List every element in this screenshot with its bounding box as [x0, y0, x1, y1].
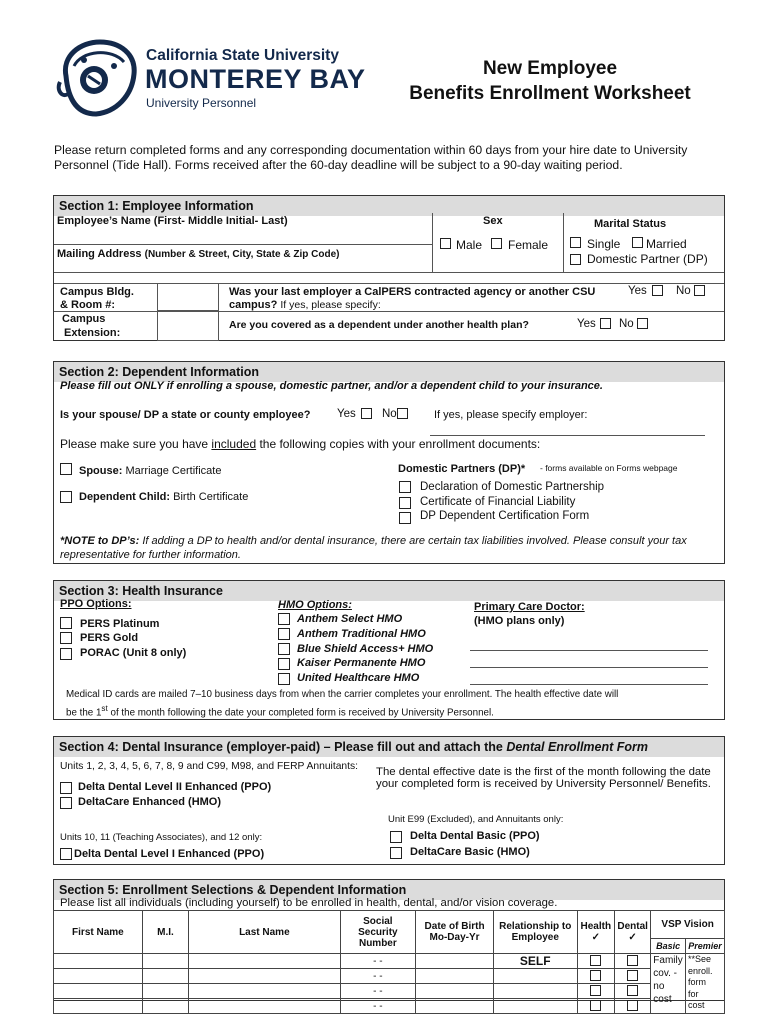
- marital-single-label: Single: [587, 237, 621, 251]
- spouse-doc-label: [79, 465, 221, 477]
- calpers-yes-checkbox[interactable]: [652, 285, 663, 296]
- ppo-option-1-checkbox[interactable]: [60, 617, 72, 629]
- section2-subtitle: Please fill out ONLY if enrolling a spouse, domestic partner, and/or a dependent child to your insurance.: [60, 380, 603, 392]
- col-dob: [416, 911, 494, 954]
- hmo-option-3-checkbox[interactable]: [278, 643, 290, 655]
- sex-label: Sex: [483, 215, 503, 227]
- campus-ext-label-2: Extension:: [64, 327, 121, 339]
- dental-checkbox[interactable]: [627, 970, 638, 981]
- marital-dp-label: Domestic Partner (DP): [587, 252, 708, 266]
- dependent-yes-label: Yes: [577, 318, 596, 330]
- cell-health[interactable]: [577, 969, 614, 984]
- dp-doc3-checkbox[interactable]: [399, 512, 411, 524]
- dp-note-text: If adding a DP to health and/or dental insurance, there are certain tax liabilities involved. Please consult your tax: [139, 535, 687, 547]
- cell-ssn[interactable]: - -: [340, 999, 416, 1014]
- cell-health[interactable]: [577, 984, 614, 999]
- pcp-input-3[interactable]: [470, 684, 708, 685]
- marital-married-label: Married: [646, 237, 687, 251]
- dp-note-bold: *NOTE to DP’s:: [60, 535, 140, 547]
- cell-mi[interactable]: [142, 969, 188, 984]
- health-footer-2b: of the month following the date your completed form is received by University Personnel.: [107, 707, 494, 719]
- col-dental-label: Dental: [617, 921, 648, 932]
- dp-doc1-checkbox[interactable]: [399, 481, 411, 493]
- calpers-question-1: Was your last employer a CalPERS contracted agency or another CSU: [229, 286, 596, 298]
- dental-basic-checkbox[interactable]: [390, 831, 402, 843]
- family-1: Family: [653, 955, 683, 966]
- cell-health[interactable]: [577, 999, 614, 1014]
- cell-health[interactable]: [577, 954, 614, 969]
- spouse-doc-bold: Spouse:: [79, 465, 123, 477]
- calpers-no-label: No: [676, 285, 691, 297]
- intro-line-1: Please return completed forms and any corresponding documentation within 60 days from your hire date to University: [54, 143, 688, 157]
- hmo-option-4-label: Kaiser Permanente HMO: [297, 657, 426, 669]
- col-ssn-1: Social Security: [358, 915, 398, 938]
- cell-vsp-basic-family: [651, 954, 686, 1014]
- copies-pre: Please make sure you have: [60, 437, 212, 451]
- dental-units-e99-label: Unit E99 (Excluded), and Annuitants only:: [388, 814, 564, 825]
- cell-mi[interactable]: [142, 999, 188, 1014]
- cell-dob[interactable]: [416, 969, 494, 984]
- dental-opt1-label: Delta Dental Level II Enhanced (PPO): [78, 781, 272, 793]
- dental-opt2-checkbox[interactable]: [60, 797, 72, 809]
- table-row: [54, 984, 725, 999]
- mailing-address-label-text: Mailing Address: [57, 248, 142, 260]
- table-row: [54, 954, 725, 969]
- sex-male-label: Male: [456, 238, 483, 252]
- sex-female-label: Female: [508, 238, 549, 252]
- cell-dental[interactable]: [614, 969, 650, 984]
- dental-basic-label: Delta Dental Basic (PPO): [410, 830, 540, 842]
- calpers-no-checkbox[interactable]: [694, 285, 705, 296]
- cell-ssn[interactable]: - -: [340, 984, 416, 999]
- dp-doc2-label: Certificate of Financial Liability: [420, 496, 576, 508]
- health-footer-line-2: [66, 704, 494, 718]
- col-last-name: Last Name: [189, 911, 340, 954]
- dependent-yes-checkbox[interactable]: [600, 318, 611, 329]
- campus-bldg-label-2: & Room #:: [60, 299, 115, 311]
- health-footer-2a: be the 1: [66, 707, 102, 719]
- dependent-no-checkbox[interactable]: [637, 318, 648, 329]
- campus-ext-label-1: Campus: [62, 313, 106, 325]
- calpers-yes-label: Yes: [628, 285, 647, 297]
- copies-instruction: [60, 437, 540, 451]
- cell-mi[interactable]: [142, 984, 188, 999]
- section3-title: Section 3: Health Insurance: [54, 581, 724, 601]
- calpers-question-campus: campus?: [229, 299, 278, 311]
- child-doc-label: [79, 491, 248, 503]
- health-checkbox[interactable]: [590, 955, 601, 966]
- section2-title: Section 2: Dependent Information: [54, 362, 724, 382]
- col-ssn: [340, 911, 416, 954]
- section5-title: Section 5: Enrollment Selections & Dependent Information: [54, 880, 724, 900]
- cell-last[interactable]: [189, 954, 340, 969]
- col-dental: [614, 911, 650, 954]
- campus-bldg-label-1: Campus Bldg.: [60, 286, 134, 298]
- ppo-option-3-label: PORAC (Unit 8 only): [80, 647, 187, 659]
- premier-5: cost: [688, 1000, 705, 1010]
- cell-first[interactable]: [54, 954, 143, 969]
- spouse-yes-checkbox[interactable]: [361, 408, 372, 419]
- premier-1: **See: [688, 954, 712, 964]
- health-footer-sup: st: [101, 704, 108, 713]
- logo-line-1: California State University: [146, 47, 339, 64]
- cell-first[interactable]: [54, 969, 143, 984]
- dental-level1-label: Delta Dental Level I Enhanced (PPO): [74, 848, 265, 860]
- dental-opt2-label: DeltaCare Enhanced (HMO): [78, 796, 222, 808]
- dental-opt1-checkbox[interactable]: [60, 782, 72, 794]
- cell-last[interactable]: [189, 984, 340, 999]
- spouse-employer-input[interactable]: [430, 435, 705, 436]
- cell-relationship-self: SELF: [493, 954, 577, 969]
- hmo-options-label: HMO Options:: [278, 599, 352, 611]
- spouse-doc-text: Marriage Certificate: [122, 465, 222, 477]
- section5-subtitle: Please list all individuals (including yourself) to be enrolled in health, dental, and/or vision coverage.: [60, 897, 558, 909]
- ppo-option-3-checkbox[interactable]: [60, 648, 72, 660]
- dental-checkbox[interactable]: [627, 985, 638, 996]
- child-doc-checkbox[interactable]: [60, 491, 72, 503]
- cell-first[interactable]: [54, 999, 143, 1014]
- copies-underlined: included: [211, 437, 257, 451]
- col-dental-check: ✓: [628, 932, 637, 943]
- cell-dental[interactable]: [614, 984, 650, 999]
- cell-relationship[interactable]: [493, 984, 577, 999]
- campus-extension-input[interactable]: [157, 311, 219, 341]
- cell-vsp-premier-note: [686, 954, 725, 1014]
- health-checkbox[interactable]: [590, 1000, 601, 1011]
- enrollment-table: [53, 910, 725, 1014]
- section4-title-a: Section 4: Dental Insurance (employer-paid) – Please fill out and attach the: [59, 740, 507, 754]
- child-doc-text: Birth Certificate: [170, 491, 249, 503]
- spouse-specify-employer: If yes, please specify employer:: [434, 409, 588, 421]
- cell-dob[interactable]: [416, 954, 494, 969]
- cell-relationship[interactable]: [493, 999, 577, 1014]
- col-dob-1: Date of Birth: [424, 921, 485, 932]
- cell-last[interactable]: [189, 999, 340, 1014]
- pcp-hint: (HMO plans only): [474, 615, 565, 627]
- sex-male-checkbox[interactable]: [440, 238, 451, 249]
- dental-level1-checkbox[interactable]: [60, 848, 72, 860]
- ppo-option-1-label: PERS Platinum: [80, 618, 160, 630]
- page-title-line-2: Benefits Enrollment Worksheet: [409, 83, 691, 104]
- cell-dental[interactable]: [614, 954, 650, 969]
- ppo-option-2-label: PERS Gold: [80, 632, 139, 644]
- marital-status-label: Marital Status: [594, 218, 667, 230]
- table-row: [54, 969, 725, 984]
- mailing-address-label: [57, 248, 339, 260]
- spouse-yes-label: Yes: [337, 408, 356, 420]
- cell-last[interactable]: [189, 969, 340, 984]
- dental-care-basic-label: DeltaCare Basic (HMO): [410, 846, 530, 858]
- hmo-option-2-label: Anthem Traditional HMO: [297, 628, 426, 640]
- cell-relationship[interactable]: [493, 969, 577, 984]
- health-checkbox[interactable]: [590, 985, 601, 996]
- spouse-no-label: No: [382, 408, 397, 420]
- marital-married-checkbox[interactable]: [632, 237, 643, 248]
- ppo-option-2-checkbox[interactable]: [60, 632, 72, 644]
- cell-first[interactable]: [54, 984, 143, 999]
- family-4: cost: [653, 994, 672, 1005]
- dp-docs-note: - forms available on Forms webpage: [540, 463, 678, 473]
- spouse-doc-checkbox[interactable]: [60, 463, 72, 475]
- dental-units-10-label: Units 10, 11 (Teaching Associates), and 12 only:: [60, 832, 263, 843]
- calpers-question-2: [229, 299, 381, 311]
- dental-checkbox[interactable]: [627, 955, 638, 966]
- cell-ssn[interactable]: - -: [340, 954, 416, 969]
- hmo-option-3-label: Blue Shield Access+ HMO: [297, 643, 434, 655]
- marital-single-checkbox[interactable]: [570, 237, 581, 248]
- col-relationship: [493, 911, 577, 954]
- dental-checkbox[interactable]: [627, 1000, 638, 1011]
- hmo-option-1-label: Anthem Select HMO: [297, 613, 403, 625]
- dependent-question: Are you covered as a dependent under another health plan?: [229, 319, 529, 331]
- col-vsp: VSP Vision: [651, 911, 725, 939]
- col-first-name: First Name: [54, 911, 143, 954]
- col-vsp-basic: Basic: [651, 939, 686, 954]
- premier-4: for: [688, 988, 699, 999]
- cell-dental[interactable]: [614, 999, 650, 1014]
- logo-line-3: University Personnel: [146, 96, 257, 110]
- spouse-employee-question: Is your spouse/ DP a state or county employee?: [60, 409, 311, 421]
- col-health-label: Health: [580, 921, 612, 932]
- employee-name-label: Employee’s Name (First- Middle Initial- Last): [57, 215, 288, 227]
- col-ssn-2: Number: [358, 937, 397, 949]
- spouse-no-checkbox[interactable]: [397, 408, 408, 419]
- pcp-input-1[interactable]: [470, 650, 708, 651]
- otter-mascot-icon: [54, 36, 144, 120]
- health-footer-line-1: Medical ID cards are mailed 7–10 business days from when the carrier completes your enrollment. The health effective date will: [66, 689, 619, 700]
- ppo-options-label: PPO Options:: [60, 598, 132, 610]
- cell-dob[interactable]: [416, 999, 494, 1014]
- campus-bldg-input[interactable]: [157, 283, 219, 311]
- dp-note-line-2: representative for further information.: [60, 549, 241, 561]
- dp-doc2-checkbox[interactable]: [399, 497, 411, 509]
- premier-2: enroll.: [688, 965, 713, 976]
- hmo-option-5-label: United Healthcare HMO: [297, 672, 420, 684]
- col-vsp-premier: Premier: [686, 939, 725, 954]
- hmo-option-2-checkbox[interactable]: [278, 628, 290, 640]
- pcp-label: Primary Care Doctor:: [474, 601, 585, 613]
- table-row: [54, 999, 725, 1014]
- health-checkbox[interactable]: [590, 970, 601, 981]
- dental-effective-1: The dental effective date is the first of the month following the date: [376, 766, 711, 778]
- page-title-line-1: New Employee: [482, 58, 618, 79]
- copies-post: the following copies with your enrollment documents:: [256, 437, 541, 451]
- sex-female-checkbox[interactable]: [491, 238, 502, 249]
- col-health-check: ✓: [591, 932, 600, 943]
- family-3: no: [653, 981, 665, 992]
- dp-doc3-label: DP Dependent Certification Form: [420, 510, 590, 522]
- dp-docs-label: Domestic Partners (DP)*: [398, 463, 526, 475]
- dependent-no-label: No: [619, 318, 634, 330]
- family-2: cov. -: [653, 968, 677, 979]
- intro-line-2: Personnel (Tide Hall). Forms received after the 60-day deadline will be subject to a 90-day waiting period.: [54, 158, 623, 172]
- hmo-option-1-checkbox[interactable]: [278, 613, 290, 625]
- dp-doc1-label: Declaration of Domestic Partnership: [420, 481, 605, 493]
- hmo-option-4-checkbox[interactable]: [278, 658, 290, 670]
- dp-note-line-1: [60, 535, 687, 547]
- col-mi: M.I.: [142, 911, 188, 954]
- premier-3: form: [688, 977, 707, 987]
- logo-line-2: MONTEREY BAY: [145, 64, 366, 94]
- dental-effective-2: your completed form is received by University Personnel/ Benefits.: [376, 778, 711, 790]
- marital-dp-checkbox[interactable]: [570, 254, 581, 265]
- col-dob-2: Mo-Day-Yr: [429, 932, 480, 943]
- pcp-input-2[interactable]: [470, 667, 708, 668]
- cell-ssn[interactable]: - -: [340, 969, 416, 984]
- mailing-address-hint: (Number & Street, City, State & Zip Code): [144, 249, 340, 260]
- calpers-hint: If yes, please specify:: [280, 299, 381, 311]
- col-rel-1: Relationship to: [499, 921, 572, 932]
- section4-title: [54, 737, 724, 757]
- dental-units-1-label: Units 1, 2, 3, 4, 5, 6, 7, 8, 9 and C99, M98, and FERP Annuitants:: [60, 761, 359, 772]
- child-doc-bold: Dependent Child:: [79, 491, 171, 503]
- col-rel-2: Employee: [511, 932, 559, 943]
- section4-title-b: Dental Enrollment Form: [506, 740, 649, 754]
- hmo-option-5-checkbox[interactable]: [278, 673, 290, 685]
- dental-care-basic-checkbox[interactable]: [390, 847, 402, 859]
- section1-title: Section 1: Employee Information: [54, 196, 724, 216]
- cell-mi[interactable]: [142, 954, 188, 969]
- cell-dob[interactable]: [416, 984, 494, 999]
- col-health: [577, 911, 614, 954]
